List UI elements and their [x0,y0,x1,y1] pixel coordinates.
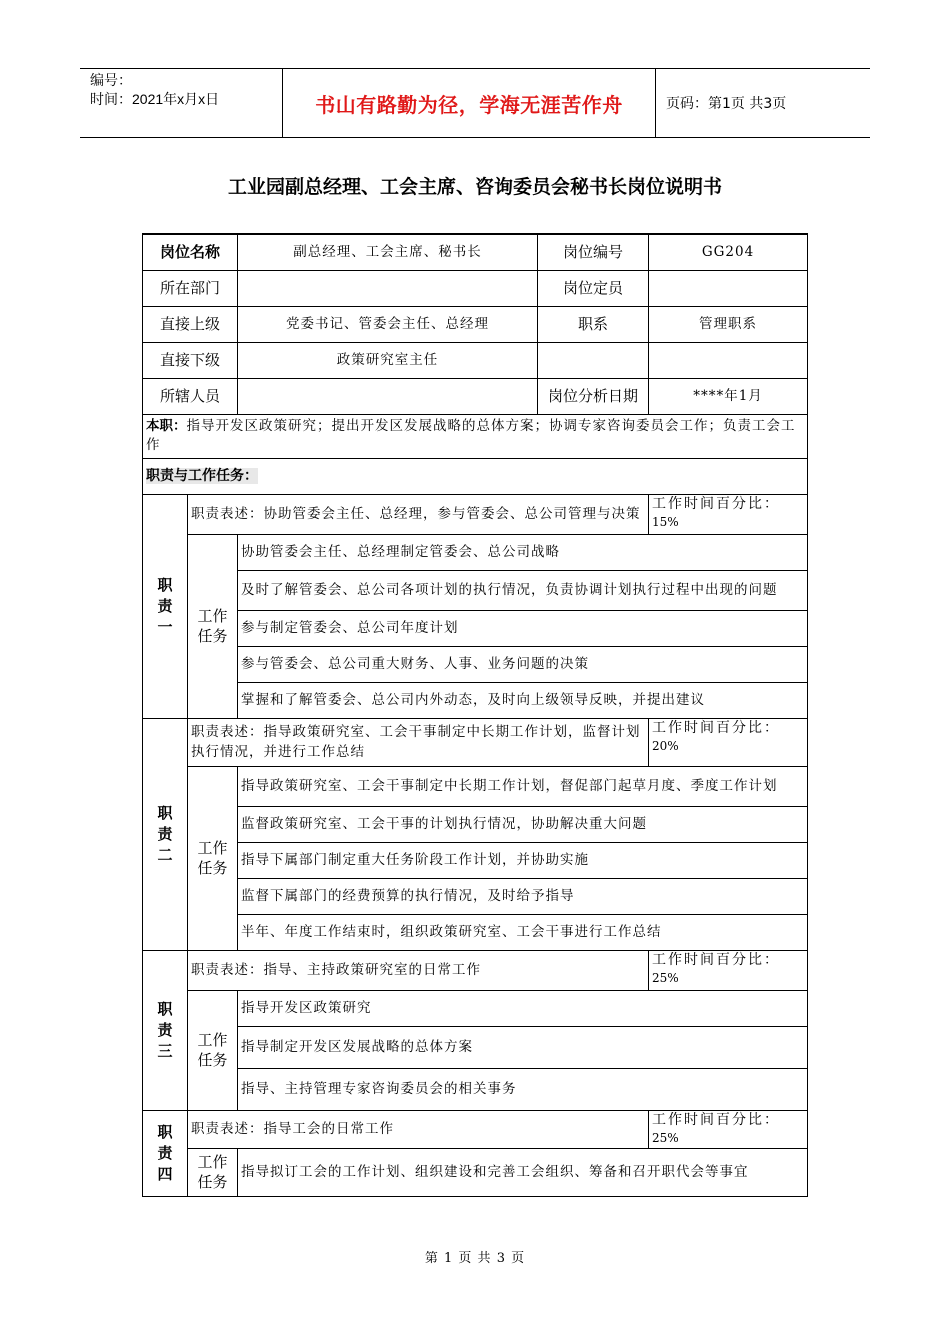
duty-1-description-row [143,494,808,534]
duty-2-description: 职责表述：指导政策研究室、工会干事制定中长期工作计划，监督计划执行情况，并进行工作总结 [188,718,649,766]
duty-3-task-row [143,1026,808,1068]
duty-2-task-4: 监督下属部门的经费预算的执行情况，及时给予指导 [238,878,808,914]
duty-1-pct-label: 工作时间百分比： [652,495,781,512]
page-header [80,68,870,138]
duty-2-pct-value: 20% [652,738,679,753]
duty-3-task-row [143,990,808,1026]
duty-3-task-1: 指导开发区政策研究 [238,990,808,1026]
superior-value: 党委书记、管委会主任、总经理 [238,306,538,342]
duty-4-description-row [143,1110,808,1148]
staff-label: 所辖人员 [143,378,238,414]
duty-1-description: 职责表述：协助管委会主任、总经理，参与管委会、总公司管理与决策 [188,494,649,534]
duty-1-title-text: 职责一 [157,575,173,636]
position-code-value: GG204 [649,234,808,270]
job-family-label: 职系 [538,306,649,342]
duty-2-task-row [143,914,808,950]
department-value [238,270,538,306]
duty-1-task-row [143,610,808,646]
duty-2-task-2: 监督政策研究室、工会干事的计划执行情况，协助解决重大问题 [238,806,808,842]
staff-value [238,378,538,414]
duty-2-title [143,718,188,950]
headcount-label: 岗位定员 [538,270,649,306]
position-name-label: 岗位名称 [143,234,238,270]
subordinate-label: 直接下级 [143,342,238,378]
row-subordinate [143,342,808,378]
job-family-value: 管理职系 [649,306,808,342]
job-description-table [142,233,808,1197]
duty-2-task-3: 指导下属部门制定重大任务阶段工作计划，并协助实施 [238,842,808,878]
duty-2-description-row [143,718,808,766]
position-name-value: 副总经理、工会主席、秘书长 [238,234,538,270]
duties-header: 职责与工作任务： [146,467,258,484]
duty-2-task-label-text: 工作任务 [197,839,228,877]
duty-4-task-label [188,1148,238,1196]
header-page-info: 页码：第1页 共3页 [666,96,787,112]
duty-4-description: 职责表述：指导工会的日常工作 [188,1110,649,1148]
department-label: 所在部门 [143,270,238,306]
duty-3-pct-value: 25% [652,970,679,985]
summary-cell [143,414,808,458]
duty-4-pct-label: 工作时间百分比： [652,1111,781,1128]
duty-3-title-text: 职责三 [157,999,173,1060]
duty-3-task-label [188,990,238,1110]
duty-1-task-4: 参与管委会、总公司重大财务、人事、业务问题的决策 [238,646,808,682]
row-position-name [143,234,808,270]
duty-1-title [143,494,188,718]
duty-2-task-label [188,766,238,950]
duty-2-pct-label: 工作时间百分比： [652,719,781,736]
duty-2-task-5: 半年、年度工作结束时，组织政策研究室、工会干事进行工作总结 [238,914,808,950]
duty-2-task-row [143,878,808,914]
duty-2-title-text: 职责二 [157,803,173,864]
duty-4-time-share [649,1110,808,1148]
duty-4-title [143,1110,188,1196]
duty-1-task-row [143,682,808,718]
row-superior [143,306,808,342]
duty-4-task-row [143,1148,808,1196]
duty-1-time-share [649,494,808,534]
duty-3-task-2: 指导制定开发区发展战略的总体方案 [238,1026,808,1068]
duty-3-description: 职责表述：指导、主持政策研究室的日常工作 [188,950,649,990]
duty-3-task-label-text: 工作任务 [197,1031,228,1069]
document-number-label: 编号： [90,72,132,88]
duty-1-task-row [143,570,808,610]
analysis-date-label: 岗位分析日期 [538,378,649,414]
duty-3-description-row [143,950,808,990]
document-date: 时间：2021年x月x日 [90,91,220,107]
document-title: 工业园副总经理、工会主席、咨询委员会秘书长岗位说明书 [227,176,722,198]
duty-1-task-label [188,534,238,718]
row-summary [143,414,808,458]
duty-3-title [143,950,188,1110]
duty-1-task-label-text: 工作任务 [197,607,228,645]
duty-4-title-text: 职责四 [157,1122,173,1183]
duty-1-task-1: 协助管委会主任、总经理制定管委会、总公司战略 [238,534,808,570]
duty-2-time-share [649,718,808,766]
header-page-cell [666,69,870,137]
duty-3-pct-label: 工作时间百分比： [652,951,781,968]
row-duties-header [143,458,808,494]
duty-1-task-3: 参与制定管委会、总公司年度计划 [238,610,808,646]
duty-4-pct-value: 25% [652,1130,679,1145]
header-motto-cell [282,69,656,137]
empty-label-cell [538,342,649,378]
duties-header-cell [143,458,808,494]
duty-3-task-3: 指导、主持管理专家咨询委员会的相关事务 [238,1068,808,1110]
duty-2-task-1: 指导政策研究室、工会干事制定中长期工作计划，督促部门起草月度、季度工作计划 [238,766,808,806]
position-code-label: 岗位编号 [538,234,649,270]
row-department [143,270,808,306]
summary-label: 本职： [146,418,187,434]
duty-3-task-row [143,1068,808,1110]
empty-value-cell [649,342,808,378]
duty-1-task-row [143,646,808,682]
duty-1-task-row [143,534,808,570]
duty-1-task-5: 掌握和了解管委会、总公司内外动态，及时向上级领导反映，并提出建议 [238,682,808,718]
duty-3-time-share [649,950,808,990]
summary-text: 指导开发区政策研究；提出开发区发展战略的总体方案；协调专家咨询委员会工作；负责工会工作 [146,418,796,453]
duty-4-task-label-text: 工作任务 [197,1153,228,1191]
duty-2-task-row [143,842,808,878]
duty-2-task-row [143,766,808,806]
duty-1-task-2: 及时了解管委会、总公司各项计划的执行情况，负责协调计划执行过程中出现的问题 [238,570,808,610]
superior-label: 直接上级 [143,306,238,342]
headcount-value [649,270,808,306]
duty-2-task-row [143,806,808,842]
row-staff [143,378,808,414]
header-meta [80,69,280,137]
page-footer: 第 1 页 共 3 页 [424,1251,526,1266]
analysis-date-value: ****年1月 [649,378,808,414]
duty-1-pct-value: 15% [652,514,679,529]
duty-4-task-1: 指导拟订工会的工作计划、组织建设和完善工会组织、筹备和召开职代会等事宜 [238,1148,808,1196]
header-motto: 书山有路勤为径，学海无涯苦作舟 [315,92,623,117]
subordinate-value: 政策研究室主任 [238,342,538,378]
